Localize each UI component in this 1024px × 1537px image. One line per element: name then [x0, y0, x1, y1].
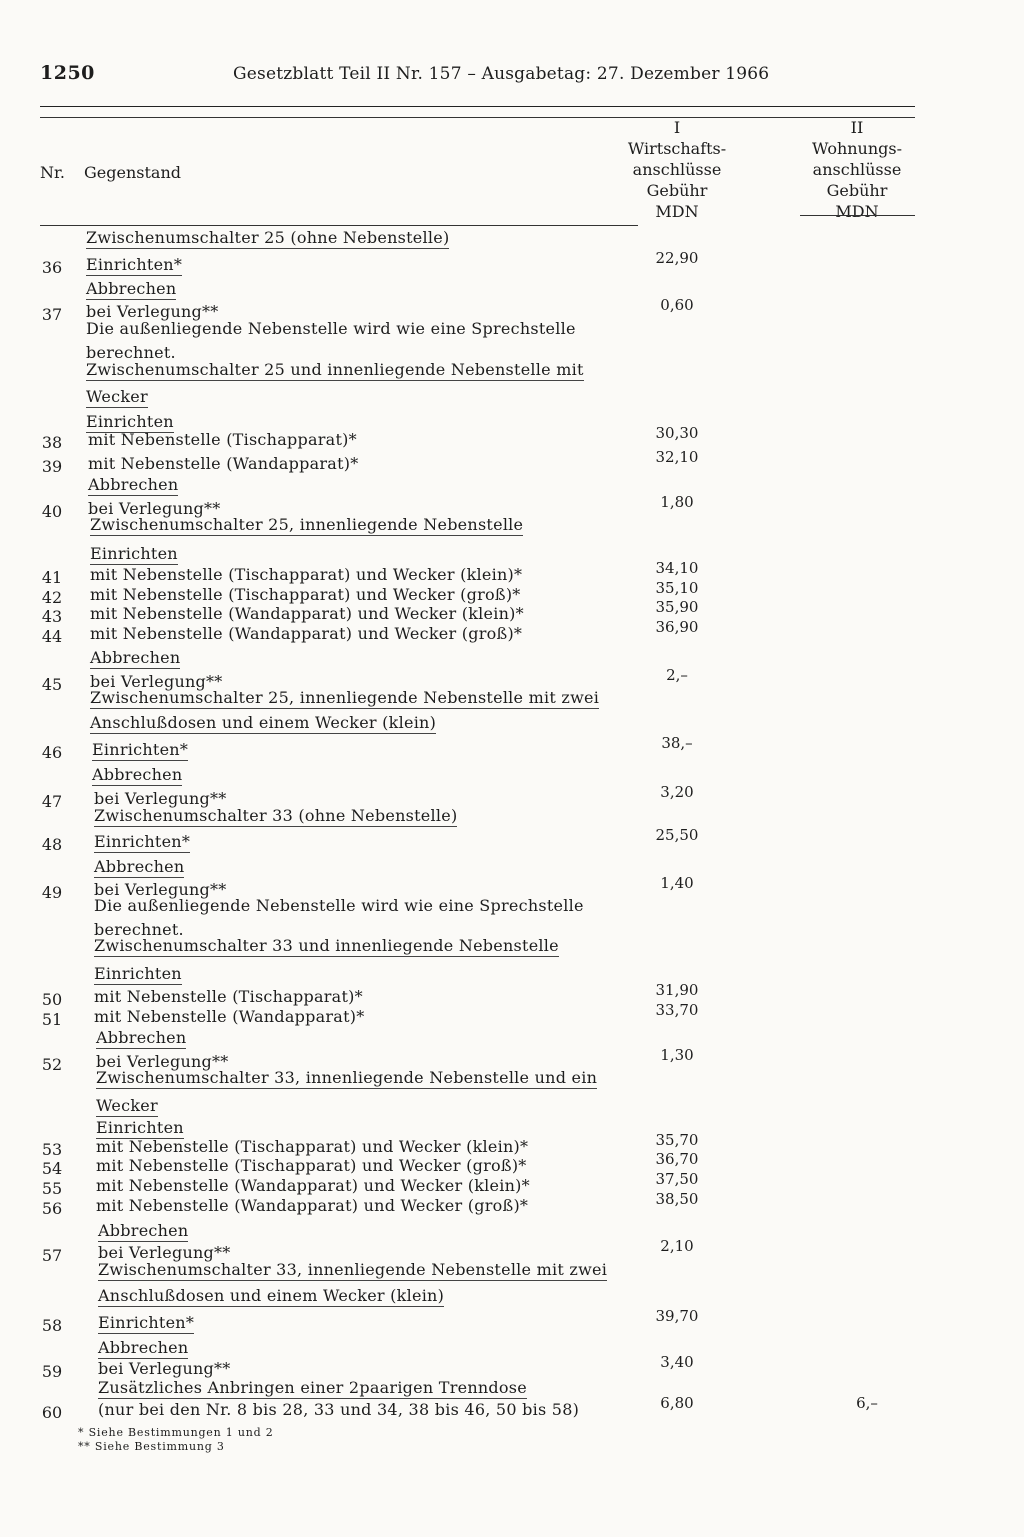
- column-header-residential-fee: [800, 117, 914, 222]
- row-subject: mit Nebenstelle (Tischapparat)*: [94, 987, 363, 1006]
- page-number: 1250: [40, 62, 95, 84]
- column-header-line: Wohnungs-: [811, 139, 903, 158]
- row-subject: mit Nebenstelle (Tischapparat) und Wecker (klein)*: [90, 565, 523, 584]
- table-row: [0, 544, 1024, 566]
- row-subject: mit Nebenstelle (Wandapparat)*: [88, 454, 359, 473]
- footnotes: [78, 1426, 274, 1454]
- fee-business: 35,10: [655, 579, 699, 597]
- row-subject: bei Verlegung**: [96, 1052, 229, 1071]
- row-number: 45: [41, 675, 63, 694]
- row-number: 44: [41, 627, 63, 646]
- table-row: [0, 734, 1024, 762]
- footnote: * Siehe Bestimmungen 1 und 2: [78, 1426, 274, 1439]
- column-header-line: MDN: [835, 202, 879, 221]
- fee-business: 38,50: [655, 1190, 699, 1208]
- row-subject: Zwischenumschalter 25 (ohne Nebenstelle): [86, 228, 450, 247]
- table-row: [0, 826, 1024, 854]
- row-number: 60: [41, 1403, 63, 1422]
- row-number: 54: [41, 1159, 63, 1178]
- row-subject: Einrichten*: [94, 832, 191, 851]
- row-subject: Einrichten: [94, 964, 182, 983]
- table-row: [0, 319, 1024, 341]
- fee-business: 6,80: [660, 1394, 694, 1412]
- fee-business: 36,90: [655, 618, 699, 636]
- table-row: [0, 598, 1024, 626]
- row-subject: bei Verlegung**: [88, 499, 221, 518]
- table-row: [0, 1221, 1024, 1243]
- fee-business: 22,90: [655, 249, 699, 267]
- row-number: 52: [41, 1055, 63, 1074]
- row-number: 42: [41, 588, 63, 607]
- row-number: 59: [41, 1362, 63, 1381]
- column-header-line: MDN: [655, 202, 699, 221]
- row-subject: Zwischenumschalter 33 (ohne Nebenstelle): [94, 806, 458, 825]
- table-row: [0, 618, 1024, 646]
- fee-business: 32,10: [655, 448, 699, 466]
- table-head-rule: [40, 225, 638, 226]
- row-number: 57: [41, 1246, 63, 1265]
- table-row: [0, 1338, 1024, 1360]
- fee-business: 39,70: [655, 1307, 699, 1325]
- row-subject: Wecker: [86, 387, 148, 406]
- table-row: [0, 1260, 1024, 1282]
- fee-business: 33,70: [655, 1001, 699, 1019]
- row-subject: Einrichten: [96, 1118, 184, 1137]
- table-row: [0, 387, 1024, 409]
- row-subject: Abbrechen: [96, 1028, 187, 1047]
- row-subject: mit Nebenstelle (Wandapparat) und Wecker (groß)*: [96, 1196, 529, 1215]
- fee-business: 34,10: [655, 559, 699, 577]
- row-subject: mit Nebenstelle (Tischapparat) und Wecker (groß)*: [96, 1156, 527, 1175]
- table-top-rule: [40, 117, 915, 118]
- row-subject: (nur bei den Nr. 8 bis 28, 33 und 34, 38 bis 46, 50 bis 58): [98, 1400, 580, 1419]
- fee-business: 1,40: [660, 874, 694, 892]
- row-subject: Abbrechen: [86, 279, 177, 298]
- column-header-business-fee: [620, 117, 734, 222]
- page-title: Gesetzblatt Teil II Nr. 157 – Ausgabetag: 27. Dezember 1966: [233, 64, 770, 84]
- row-subject: Abbrechen: [98, 1221, 189, 1240]
- table-row: [0, 249, 1024, 277]
- table-row: [0, 765, 1024, 787]
- row-number: 53: [41, 1140, 63, 1159]
- row-subject: Einrichten*: [86, 255, 183, 274]
- fee-business: 3,20: [660, 783, 694, 801]
- row-subject: Zwischenumschalter 33 und innenliegende Nebenstelle: [94, 936, 559, 955]
- row-subject: mit Nebenstelle (Wandapparat) und Wecker (klein)*: [90, 604, 524, 623]
- row-subject: Einrichten: [90, 544, 178, 563]
- row-number: 50: [41, 990, 63, 1009]
- row-subject: Abbrechen: [98, 1338, 189, 1357]
- row-number: 37: [41, 305, 63, 324]
- row-subject: Einrichten*: [92, 740, 189, 759]
- column-header-subject: Gegenstand: [84, 163, 181, 182]
- row-number: 40: [41, 502, 63, 521]
- fee-business: 31,90: [655, 981, 699, 999]
- column-header-line: Wirtschafts-: [627, 139, 727, 158]
- table-row: [0, 1190, 1024, 1218]
- table-row: [0, 806, 1024, 828]
- column-header-line: anschlüsse: [632, 160, 722, 179]
- row-number: 43: [41, 607, 63, 626]
- row-number: 47: [41, 792, 63, 811]
- row-number: 56: [41, 1199, 63, 1218]
- row-subject: Abbrechen: [94, 857, 185, 876]
- column-header-line: II: [850, 118, 864, 137]
- row-number: 46: [41, 743, 63, 762]
- table-row: [0, 424, 1024, 452]
- page-header: [40, 62, 915, 92]
- row-subject: Anschlußdosen und einem Wecker (klein): [90, 713, 437, 732]
- row-subject: berechnet.: [94, 920, 184, 939]
- table-row: [0, 559, 1024, 587]
- row-subject: Abbrechen: [90, 648, 181, 667]
- column-header-line: I: [673, 118, 681, 137]
- fee-business: 38,–: [661, 734, 693, 752]
- table-row: [0, 515, 1024, 537]
- row-subject: Abbrechen: [92, 765, 183, 784]
- row-number: 36: [41, 258, 63, 277]
- column-header-line: Gebühr: [826, 181, 888, 200]
- row-number: 39: [41, 457, 63, 476]
- table-row: [0, 475, 1024, 497]
- fee-business: 25,50: [655, 826, 699, 844]
- table-row: [0, 1028, 1024, 1050]
- fee-business: 35,90: [655, 598, 699, 616]
- table-row: [0, 936, 1024, 958]
- row-subject: Zusätzliches Anbringen einer 2paarigen Trenndose: [98, 1378, 527, 1397]
- table-row: [0, 1150, 1024, 1178]
- table-row: [0, 1286, 1024, 1308]
- row-subject: Einrichten: [86, 412, 174, 431]
- row-subject: Zwischenumschalter 25 und innenliegende Nebenstelle mit: [86, 360, 584, 379]
- fee-business: 36,70: [655, 1150, 699, 1168]
- row-subject: bei Verlegung**: [90, 672, 223, 691]
- table-row: [0, 1170, 1024, 1198]
- row-subject: Die außenliegende Nebenstelle wird wie eine Sprechstelle: [86, 319, 576, 338]
- footnote: ** Siehe Bestimmung 3: [78, 1440, 225, 1453]
- table-row: [0, 648, 1024, 670]
- header-rule: [40, 106, 915, 107]
- row-subject: Die außenliegende Nebenstelle wird wie eine Sprechstelle: [94, 896, 584, 915]
- row-subject: Abbrechen: [88, 475, 179, 494]
- table-row: [0, 857, 1024, 879]
- fee-business: 2,–: [666, 666, 688, 684]
- fee-business: 35,70: [655, 1131, 699, 1149]
- row-subject: mit Nebenstelle (Wandapparat) und Wecker (groß)*: [90, 624, 523, 643]
- row-subject: bei Verlegung**: [94, 789, 227, 808]
- row-number: 49: [41, 883, 63, 902]
- table-row: [0, 1307, 1024, 1335]
- row-subject: mit Nebenstelle (Tischapparat) und Wecker (klein)*: [96, 1137, 529, 1156]
- table-row: [0, 981, 1024, 1009]
- column-header-nr: Nr.: [40, 163, 65, 182]
- row-subject: bei Verlegung**: [98, 1359, 231, 1378]
- row-subject: Anschlußdosen und einem Wecker (klein): [98, 1286, 445, 1305]
- fee-business: 30,30: [655, 424, 699, 442]
- row-subject: berechnet.: [86, 343, 176, 362]
- table-row: [0, 228, 1024, 250]
- table-row: [0, 448, 1024, 476]
- table-row: [0, 1394, 1024, 1422]
- row-number: 38: [41, 433, 63, 452]
- row-subject: bei Verlegung**: [98, 1243, 231, 1262]
- row-number: 48: [41, 835, 63, 854]
- table-row: [0, 360, 1024, 382]
- table-row: [0, 1068, 1024, 1090]
- row-subject: mit Nebenstelle (Wandapparat)*: [94, 1007, 365, 1026]
- column-header-rule: [800, 215, 915, 216]
- row-subject: Zwischenumschalter 33, innenliegende Nebenstelle mit zwei: [98, 1260, 608, 1279]
- fee-business: 1,80: [660, 493, 694, 511]
- row-subject: Zwischenumschalter 33, innenliegende Nebenstelle und ein: [96, 1068, 598, 1087]
- row-subject: bei Verlegung**: [94, 880, 227, 899]
- fee-business: 37,50: [655, 1170, 699, 1188]
- row-subject: bei Verlegung**: [86, 302, 219, 321]
- fee-business: 2,10: [660, 1237, 694, 1255]
- row-subject: Wecker: [96, 1096, 158, 1115]
- table-row: [0, 964, 1024, 986]
- table-row: [0, 713, 1024, 735]
- table-row: [0, 1001, 1024, 1029]
- row-number: 58: [41, 1316, 63, 1335]
- column-header-line: anschlüsse: [812, 160, 902, 179]
- table-row: [0, 1096, 1024, 1118]
- row-number: 51: [41, 1010, 63, 1029]
- row-subject: mit Nebenstelle (Tischapparat)*: [88, 430, 357, 449]
- row-subject: Zwischenumschalter 25, innenliegende Nebenstelle: [90, 515, 524, 534]
- fee-business: 3,40: [660, 1353, 694, 1371]
- table-row: [0, 688, 1024, 710]
- row-subject: mit Nebenstelle (Tischapparat) und Wecker (groß)*: [90, 585, 521, 604]
- fee-business: 0,60: [660, 296, 694, 314]
- row-subject: mit Nebenstelle (Wandapparat) und Wecker (klein)*: [96, 1176, 530, 1195]
- table-row: [0, 896, 1024, 918]
- table-row: [0, 279, 1024, 301]
- row-subject: Einrichten*: [98, 1313, 195, 1332]
- row-number: 55: [41, 1179, 63, 1198]
- column-header-line: Gebühr: [646, 181, 708, 200]
- fee-business: 1,30: [660, 1046, 694, 1064]
- fee-residential: 6,–: [856, 1394, 878, 1412]
- row-number: 41: [41, 568, 63, 587]
- row-subject: Zwischenumschalter 25, innenliegende Nebenstelle mit zwei: [90, 688, 600, 707]
